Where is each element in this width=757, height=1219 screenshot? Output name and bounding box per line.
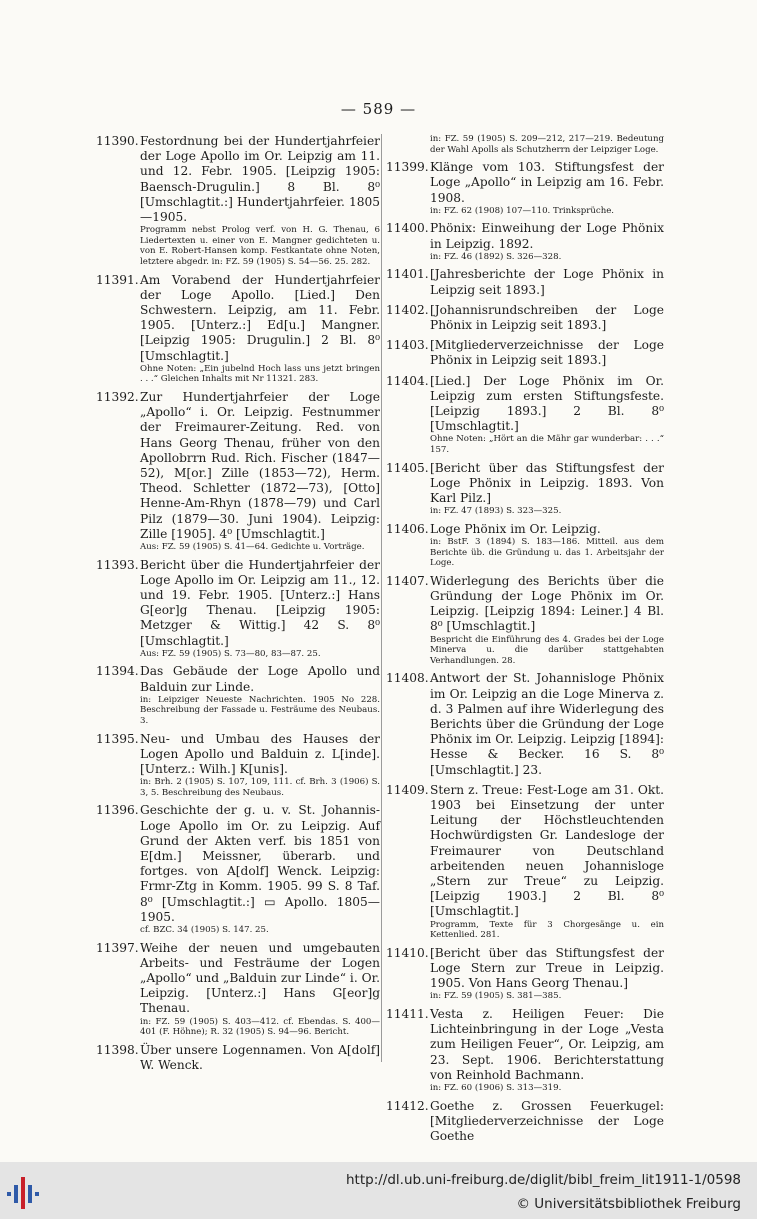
entry-text: Über unsere Logennamen. Von A[dolf] W. Wenck. (140, 1042, 380, 1073)
entry-text: [Mitgliederverzeichnisse der Loge Phönix in Leipzig seit 1893.] (430, 338, 664, 368)
entry-number: 11411. (386, 1007, 429, 1022)
entry-text: [Johannisrundschreiben der Loge Phönix in Leipzig seit 1893.] (430, 302, 664, 332)
entry-text: Widerlegung des Berichts über die Gründung der Loge Phönix im Or. Leipzig. [Leipzig 1894: Leiner.] 4 Bl. 8⁰ [Umschlagtit.] (430, 573, 664, 634)
entry-text: Bericht über die Hundertjahrfeier der Loge Apollo im Or. Leipzig am 11., 12. und 19. Febr. 1905. [Unterz.:] Hans G[eor]g Thenau. [Leipzig 1905: Metzger & Wittig.] 42 S. 8⁰ [Umschlagtit.] (140, 557, 380, 648)
entry-note: in: FZ. 60 (1906) S. 313—319. (430, 1083, 562, 1094)
entry-text: Am Vorabend der Hundertjahrfeier der Loge Apollo. [Lied.] Den Schwestern. Leipzig, am 11. Febr. 1905. [Unterz.:] Ed[u.] Mangner. [Leipzig 1905: Drugulin.] 2 Bl. 8⁰ [Umschlagtit.] (140, 272, 380, 363)
entry-note: in: Leipziger Neueste Nachrichten. 1905 No 228. Beschreibung der Fassade u. Festräume des Neubaus. 3. (140, 694, 380, 727)
entry-text: Stern z. Treue: Fest-Loge am 31. Okt. 1903 bei Einsetzung der unter Leitung der Höchstleuchtenden Hochwürdigsten Gr. Landesloge der Freimaurer von Deutschland arbeitenden neuen Johannisloge „Stern zur Treue“ zu Leipzig. [Leipzig 1903.] 2 Bl. 8⁰ [Umschlagtit.] (430, 782, 664, 919)
entry-number: 11392. (96, 390, 139, 404)
entry-number: 11395. (96, 731, 139, 746)
bibliography-entry (386, 267, 664, 297)
bibliography-entry (96, 1043, 380, 1073)
entry-number: 11406. (386, 521, 429, 536)
entry-note: Ohne Noten: „Ein jubelnd Hoch lass uns jetzt bringen . . .“ Gleichen Inhalts mit Nr 11321. 283. (140, 363, 380, 385)
entry-text: [Lied.] Der Loge Phönix im Or. Leipzig zum ersten Stiftungsfeste. [Leipzig 1893.] 2 Bl. 8⁰ [Umschlagtit.] (430, 373, 664, 434)
entry-number: 11398. (96, 1042, 139, 1057)
entry-text: Weihe der neuen und umgebauten Arbeits- und Festräume der Logen „Apollo“ und „Balduin zur Linde“ i. Or. Leipzig. [Unterz.:] Hans G[eor]g Thenau. (140, 940, 380, 1016)
copyright-text: © Universitätsbibliothek Freiburg (516, 1196, 741, 1212)
entry-note: Aus: FZ. 59 (1905) S. 73—80, 83—87. 25. (140, 648, 321, 659)
entry-number: 11399. (386, 160, 429, 175)
entry-number: 11397. (96, 940, 139, 955)
entry-number: 11393. (96, 557, 139, 572)
entry-number: 11402. (386, 302, 429, 317)
right-column (386, 134, 664, 1149)
source-url-link[interactable]: http://dl.ub.uni-freiburg.de/diglit/bibl_freim_lit1911-1/0598 (345, 1172, 741, 1188)
entry-note: cf. BZC. 34 (1905) S. 147. 25. (140, 925, 269, 936)
bibliography-entry (386, 461, 664, 517)
bibliography-entry (386, 338, 664, 368)
bibliography-entry (96, 390, 380, 553)
entry-note: Programm, Texte für 3 Chorgesänge u. ein Kettenlied. 281. (430, 919, 664, 941)
entry-number: 11409. (386, 782, 429, 797)
entry-number: 11405. (386, 460, 429, 475)
entry-text: [Bericht über das Stiftungsfest der Loge Phönix in Leipzig. 1893. Von Karl Pilz.] (430, 460, 664, 506)
bibliography-entry (386, 574, 664, 667)
entry-number: 11407. (386, 573, 429, 588)
entry-text: Zur Hundertjahrfeier der Loge „Apollo“ i. Or. Leipzig. Festnummer der Freimaurer-Zeitung. Red. von Hans Georg Thenau, früher von den Apollobrrn Rud. Rich. Fischer (1847—52), M[or.] Zille (1853—72), Herm. Theod. Schletter (1872—73), [Otto] Henne-Am-Rhyn (1878—79) und Carl Pilz (1879—30. Juni 1904). Leipzig: Zille [1905]. 4⁰ [Umschlagtit.] (140, 390, 380, 541)
bibliography-entry (386, 134, 664, 155)
entry-number: 11394. (96, 664, 139, 679)
bibliography-entry (386, 783, 664, 941)
entry-note: Programm nebst Prolog verf. von H. G. Thenau, 6 Liedertexten u. einer von E. Mangner gedichteten u. von E. Robert-Hansen komp. Festkantate ohne Noten, letztere abgedr. in: FZ. 59 (1905) S. 54—56. 25. 282. (140, 225, 380, 267)
entry-note: in: FZ. 59 (1905) S. 381—385. (430, 991, 562, 1002)
bibliography-entry (386, 522, 664, 569)
entry-number: 11408. (386, 671, 429, 686)
entry-number: 11390. (96, 134, 139, 148)
bibliography-entry (96, 558, 380, 660)
entry-number: 11403. (386, 338, 429, 353)
entry-text: Das Gebäude der Loge Apollo und Balduin zur Linde. (140, 664, 380, 694)
entry-note: in: Brh. 2 (1905) S. 107, 109, 111. cf. Brh. 3 (1906) S. 3, 5. Beschreibung des Neubaus. (140, 777, 380, 798)
bibliography-entry (386, 303, 664, 333)
entry-text: Geschichte der g. u. v. St. Johannis-Loge Apollo im Or. zu Leipzig. Auf Grund der Akten verf. bis 1851 von E[dm.] Meissner, überarb. und fortges. von A[dolf] Wenck. Leipzig: Frmr-Ztg in Komm. 1905. 99 S. 8 Taf. 8⁰ [Umschlagtit.:] ▭ Apollo. 1805—1905. (140, 803, 380, 924)
entry-text: Loge Phönix im Or. Leipzig. (430, 521, 601, 536)
bibliography-entry (386, 374, 664, 456)
entry-text: Klänge vom 103. Stiftungsfest der Loge „Apollo“ in Leipzig am 16. Febr. 1908. (430, 160, 664, 205)
entry-note: in: FZ. 46 (1892) S. 326—328. (430, 251, 562, 262)
entry-note: Ohne Noten: „Hört an die Mähr gar wunderbar: . . .“ 157. (430, 434, 664, 456)
column-divider (381, 134, 382, 1062)
entry-number: 11400. (386, 221, 429, 236)
entry-number: 11412. (386, 1098, 429, 1113)
left-column (96, 134, 380, 1078)
bibliography-entry (96, 803, 380, 935)
entry-note: in: FZ. 59 (1905) S. 403—412. cf. Ebendas. S. 400—401 (F. Höhne); R. 32 (1905) S. 94—96. Bericht. (140, 1016, 380, 1038)
bibliography-entry (386, 160, 664, 216)
entry-text: Neu- und Umbau des Hauses der Logen Apollo und Balduin z. L[inde]. [Unterz.: Wilh.] K[unis]. (140, 731, 380, 777)
entry-text: Festordnung bei der Hundertjahrfeier der Loge Apollo im Or. Leipzig am 11. und 12. Febr. 1905. [Leipzig 1905: Baensch-Drugulin.] 8 Bl. 8⁰ [Umschlagtit.:] Hundertjahrfeier. 1805—1905. (140, 134, 380, 225)
bibliography-entry (96, 273, 380, 385)
entry-text: Antwort der St. Johannisloge Phönix im Or. Leipzig an die Loge Minerva z. d. 3 Palmen auf ihre Widerlegung des Berichts über die Gründung der Loge Phönix im Or. Leipzig. Leipzig [1894]: Hesse & Becker. 16 S. 8⁰ [Umschlagtit.] 23. (430, 671, 664, 777)
entry-text: Vesta z. Heiligen Feuer: Die Lichteinbringung in der Loge „Vesta zum Heiligen Feuer“, Or. Leipzig, am 23. Sept. 1906. Berichterstattung von Reinhold Bachmann. (430, 1007, 664, 1082)
entry-text: [Jahresberichte der Loge Phönix in Leipzig seit 1893.] (430, 267, 664, 297)
viewer-footer (0, 1162, 757, 1219)
entry-number: 11404. (386, 373, 429, 388)
bibliography-entry (386, 946, 664, 1002)
bibliography-entry (96, 732, 380, 799)
entry-note: in: BstF. 3 (1894) S. 183—186. Mitteil. aus dem Berichte üb. die Gründung u. das 1. Arbeitsjahr der Loge. (430, 537, 664, 569)
bibliography-entry (386, 1007, 664, 1094)
entry-note: in: FZ. 47 (1893) S. 323—325. (430, 506, 562, 517)
bibliography-entry (96, 941, 380, 1038)
entry-text: Goethe z. Grossen Feuerkugel: [Mitgliederverzeichnisse der Loge Goethe (430, 1098, 664, 1144)
bibliography-entry (96, 664, 380, 726)
entry-note: Bespricht die Einführung des 4. Grades bei der Loge Minerva u. die darüber stattgehabten Verhandlungen. 28. (430, 634, 664, 666)
entry-note: in: FZ. 59 (1905) S. 209—212, 217—219. Bedeutung der Wahl Apolls als Schutzherrn der Leipziger Loge. (430, 134, 664, 155)
bibliography-entry (96, 134, 380, 268)
entry-text: Phönix: Einweihung der Loge Phönix in Leipzig. 1892. (430, 221, 664, 251)
library-logo-icon (4, 1173, 44, 1213)
bibliography-entry (386, 221, 664, 262)
entry-note: Aus: FZ. 59 (1905) S. 41—64. Gedichte u. Vorträge. (140, 542, 365, 553)
entry-text: [Bericht über das Stiftungsfest der Loge Stern zur Treue in Leipzig. 1905. Von Hans Georg Thenau.] (430, 945, 664, 991)
entry-number: 11401. (386, 267, 429, 282)
entry-number: 11391. (96, 272, 139, 287)
entry-number: 11396. (96, 803, 139, 818)
bibliography-entry (386, 1099, 664, 1145)
page-number: — 589 — (340, 100, 417, 118)
bibliography-entry (386, 671, 664, 777)
entry-note: in: FZ. 62 (1908) 107—110. Trinksprüche. (430, 205, 615, 216)
entry-number: 11410. (386, 945, 429, 960)
